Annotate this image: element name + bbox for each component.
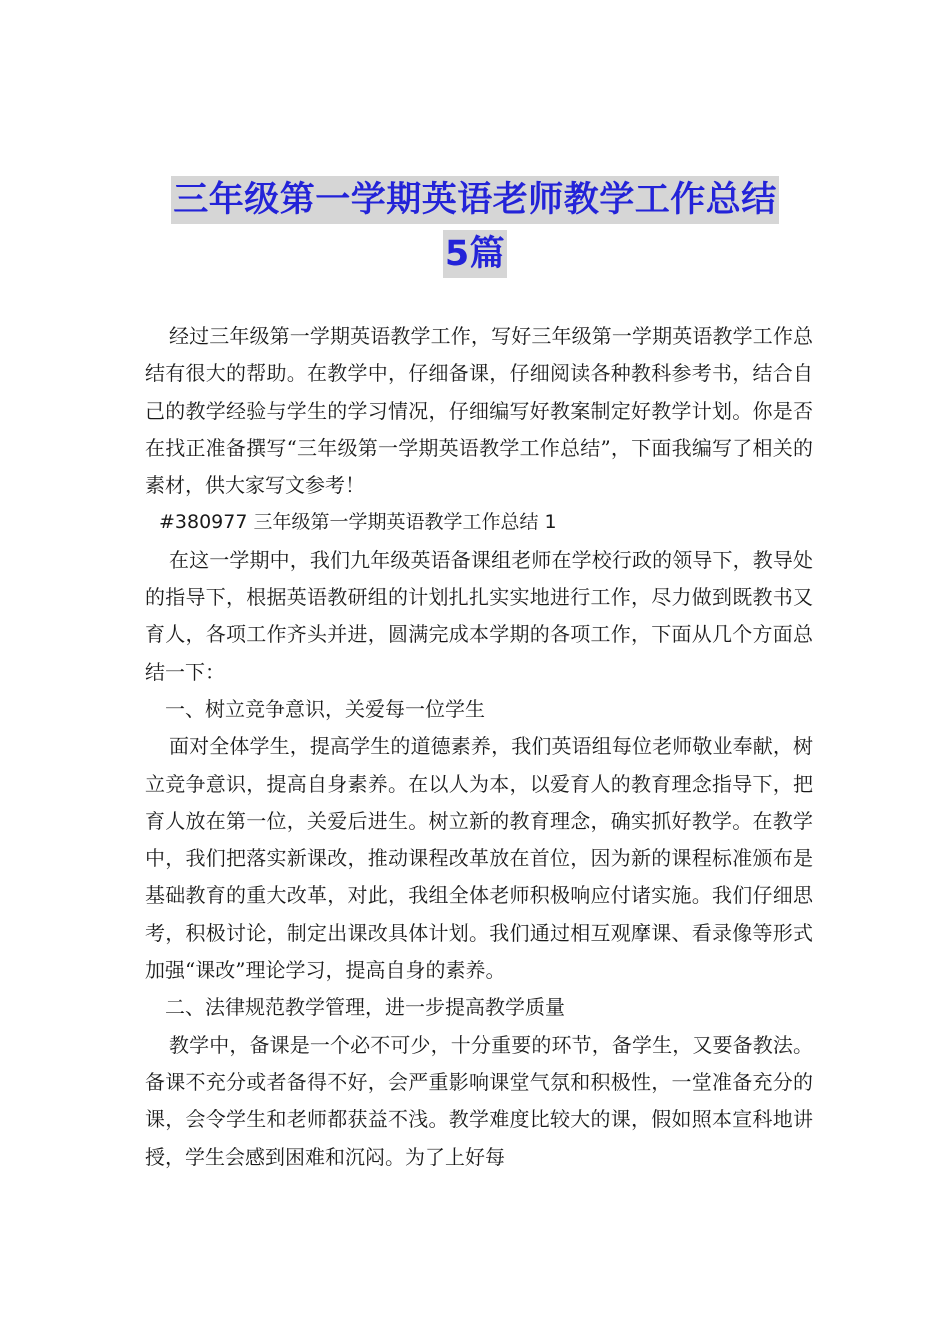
body-paragraph: 面对全体学生，提高学生的道德素养，我们英语组每位老师敬业奉献，树立竞争意识，提高自身素养。在以人为本，以爱育人的教育理念指导下，把育人放在第一位，关爱后进生。树立新的教育理念，确实抓好教学。在教学中，我们把落实新课改，推动课程改革放在首位，因为新的课程标准颁布是基础教育的重大改革，对此，我组全体老师积极响应付诸实施。我们仔细思考，积极讨论，制定出课改具体计划。我们通过相互观摩课、看录像等形式加强“课改”理论学习，提高自身的素养。	[145, 734, 813, 983]
title-line-1: 三年级第一学期英语老师教学工作总结	[171, 176, 779, 224]
section-reference: #380977 三年级第一学期英语教学工作总结 1	[159, 511, 557, 534]
section-heading: 一、树立竞争意识，关爱每一位学生	[165, 696, 485, 721]
section-heading: 二、法律规范教学管理，进一步提高教学质量	[165, 995, 565, 1020]
title-line-2: 5篇	[443, 230, 507, 278]
intro-paragraph: 经过三年级第一学期英语教学工作，写好三年级第一学期英语教学工作总结有很大的帮助。在教学中，仔细备课，仔细阅读各种教科参考书，结合自己的教学经验与学生的学习情况，仔细编写好教案制定好教学计划。你是否在找正准备撰写“三年级第一学期英语教学工作总结”，下面我编写了相关的素材，供大家写文参考！	[145, 324, 813, 498]
body-paragraph: 教学中，备课是一个必不可少，十分重要的环节，备学生，又要备教法。备课不充分或者备得不好，会严重影响课堂气氛和积极性，一堂准备充分的课，会令学生和老师都获益不浅。教学难度比较大的课，假如照本宣科地讲授，学生会感到困难和沉闷。为了上好每	[145, 1032, 813, 1169]
document-body	[145, 318, 813, 1176]
document-title	[0, 176, 950, 278]
body-paragraph: 在这一学期中，我们九年级英语备课组老师在学校行政的领导下，教导处的指导下，根据英语教研组的计划扎扎实实地进行工作，尽力做到既教书又育人，各项工作齐头并进，圆满完成本学期的各项工作，下面从几个方面总结一下：	[145, 547, 813, 684]
